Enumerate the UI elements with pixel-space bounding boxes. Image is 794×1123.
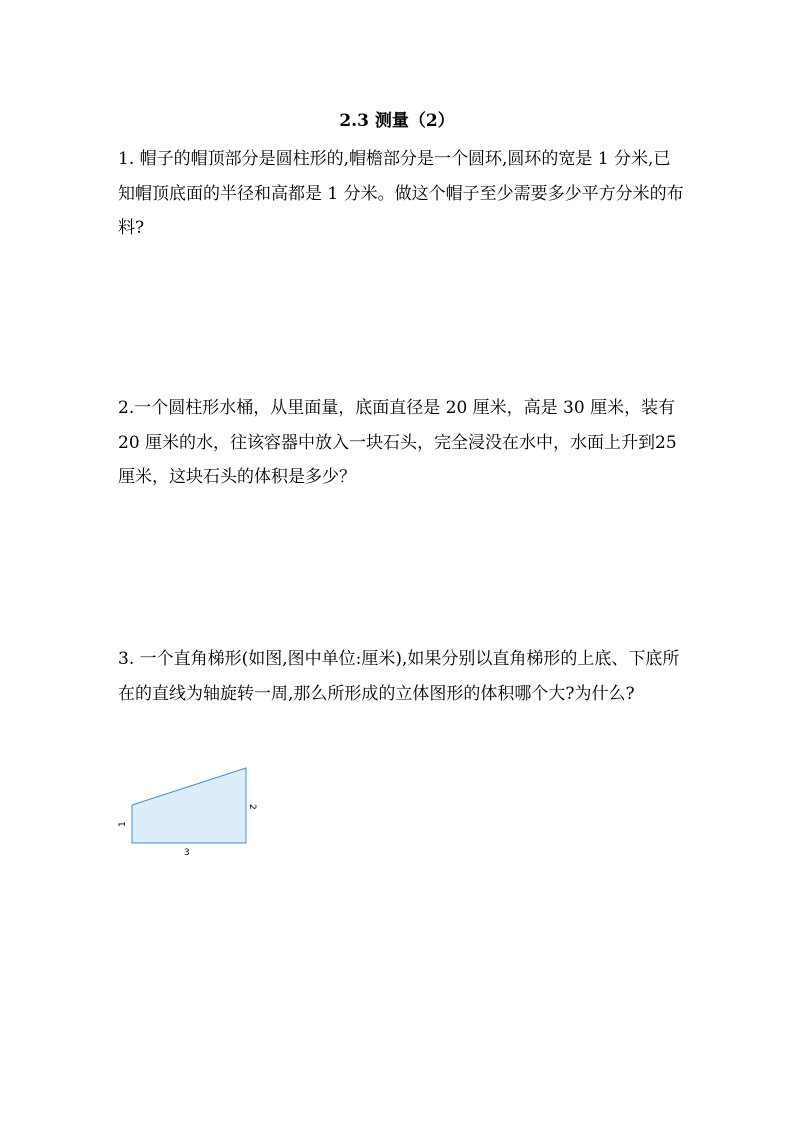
page-title: 2.3 测量（2）	[339, 111, 455, 131]
question-2: 2.一个圆柱形水桶，从里面量，底面直径是 20 厘米，高是 30 厘米，装有 20 厘米的水，往该容器中放入一块石头，完全浸没在水中，水面上升到25 厘米，这块石头的体积是多少？	[118, 398, 677, 487]
label-right-side: 2	[247, 804, 257, 810]
question-1: 1. 帽子的帽顶部分是圆柱形的,帽檐部分是一个圆环,圆环的宽是 1 分米,已知帽顶底面的半径和高都是 1 分米。做这个帽子至少需要多少平方分米的布料?	[118, 149, 684, 238]
trapezoid-diagram	[112, 758, 272, 868]
trapezoid-figure	[112, 758, 272, 868]
right-trapezoid-shape	[132, 768, 246, 843]
label-bottom-side: 3	[184, 848, 190, 858]
question-3: 3. 一个直角梯形(如图,图中单位:厘米),如果分别以直角梯形的上底、下底所在的直线为轴旋转一周,那么所形成的立体图形的体积哪个大?为什么?	[118, 649, 680, 704]
label-left-side: 1	[118, 821, 128, 827]
